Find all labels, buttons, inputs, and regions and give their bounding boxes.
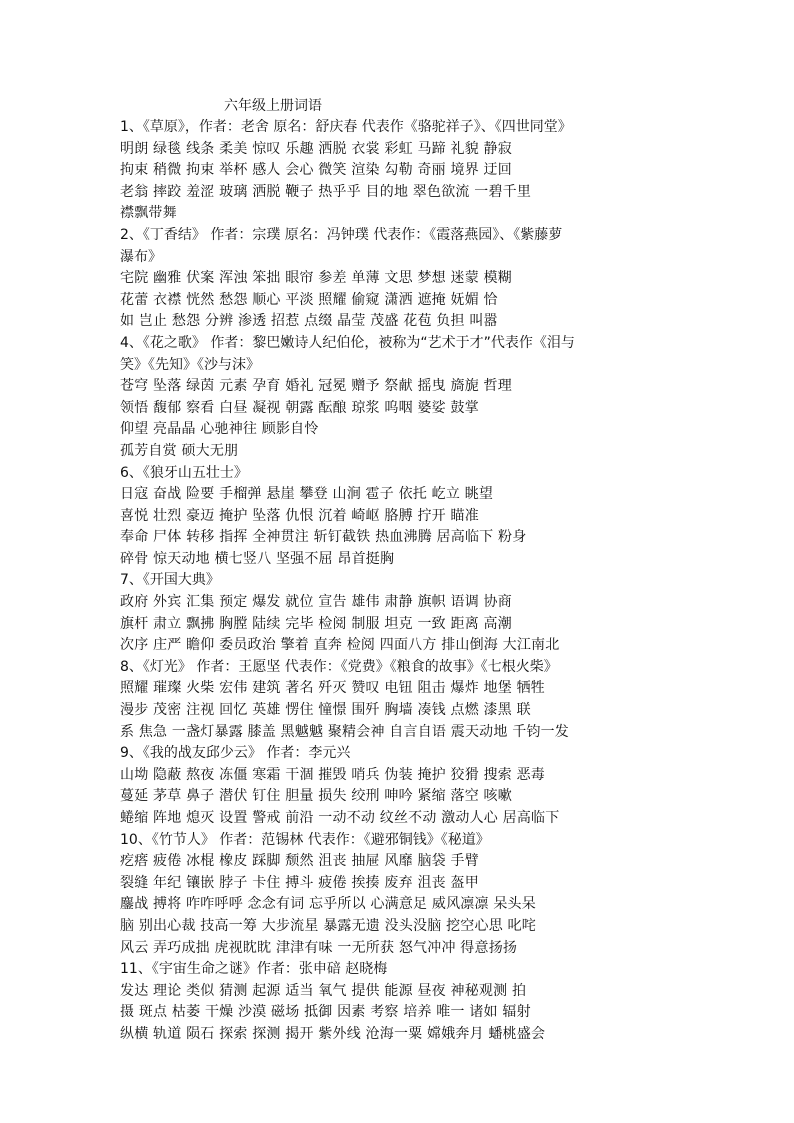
vocabulary-line: 旗杆 肃立 飘拂 胸膛 陆续 完毕 检阅 制服 坦克 一致 距离 高潮 xyxy=(120,615,512,632)
lesson-heading: 笑》《先知》《沙与沫》 xyxy=(120,356,260,373)
vocabulary-line: 次序 庄严 瞻仰 委员政治 擎着 直奔 检阅 四面八方 排山倒海 大江南北 xyxy=(120,637,560,654)
vocabulary-line: 照耀 璀璨 火柴 宏伟 建筑 著名 歼灭 赞叹 电钮 阻击 爆炸 地堡 牺牲 xyxy=(120,680,546,697)
vocabulary-line: 疙瘩 疲倦 冰棍 橡皮 踩脚 颓然 沮丧 抽屉 风靡 脑袋 手臂 xyxy=(120,853,479,870)
vocabulary-line: 领悟 馥郁 察看 白昼 凝视 朝露 酝酿 琼浆 呜咽 婆娑 鼓掌 xyxy=(120,399,479,416)
vocabulary-line: 日寇 奋战 险要 手榴弹 悬崖 攀登 山涧 雹子 依托 屹立 眺望 xyxy=(120,486,494,503)
vocabulary-line: 花蕾 衣襟 恍然 愁怨 顺心 平淡 照耀 偷窥 潇洒 遮掩 妩媚 恰 xyxy=(120,291,498,308)
lesson-heading: 7、《开国大典》 xyxy=(120,572,220,589)
vocabulary-line: 摄 斑点 枯萎 干燥 沙漠 磁场 抵御 因素 考察 培养 唯一 诸如 辐射 xyxy=(120,1004,531,1021)
vocabulary-line: 孤芳自赏 硕大无朋 xyxy=(120,442,239,459)
vocabulary-line: 蜷缩 阵地 熄灭 设置 警戒 前沿 一动不动 纹丝不动 激动人心 居高临下 xyxy=(120,810,560,826)
vocabulary-line: 山坳 隐蔽 熬夜 冻僵 寒霜 干涸 摧毁 哨兵 伪装 掩护 狡猾 搜索 恶毒 xyxy=(120,766,546,783)
vocabulary-line: 如 岂止 愁怨 分辨 渗透 招惹 点缀 晶莹 茂盛 花苞 负担 叫嚣 xyxy=(120,313,498,330)
vocabulary-line: 蔓延 茅草 鼻子 潜伏 钉住 胆量 损失 绞刑 呻吟 紧缩 落空 咳嗽 xyxy=(120,788,512,805)
lesson-heading: 11、《宇宙生命之谜》作者：张申碚 赵晓梅 xyxy=(120,961,388,978)
vocabulary-line: 纵横 轨道 陨石 探索 探测 揭开 紫外线 沧海一粟 嫦娥奔月 蟠桃盛会 xyxy=(120,1025,546,1042)
document-body xyxy=(120,96,680,1046)
lesson-heading: 2、《丁香结》 作者：宗璞 原名：冯钟璞 代表作：《霞落燕园》、《紫藤萝 xyxy=(120,226,563,243)
lesson-heading: 9、《我的战友邱少云》 作者：李元兴 xyxy=(120,745,351,762)
vocabulary-line: 奉命 尸体 转移 指挥 全神贯注 斩钉截铁 热血沸腾 居高临下 粉身 xyxy=(120,529,527,546)
vocabulary-line: 系 焦急 一盏灯暴露 膝盖 黑魆魆 聚精会神 自言自语 震天动地 千钧一发 xyxy=(120,723,569,740)
lesson-heading: 6、《狼牙山五壮士》 xyxy=(120,464,248,481)
vocabulary-line: 政府 外宾 汇集 预定 爆发 就位 宣告 雄伟 肃静 旗帜 语调 协商 xyxy=(120,594,512,611)
document-title: 六年级上册词语 xyxy=(224,98,322,114)
word-list xyxy=(120,117,680,1046)
vocabulary-line: 漫步 茂密 注视 回忆 英雄 愣住 憧憬 围歼 胸墙 凑钱 点燃 漆黑 联 xyxy=(120,702,531,719)
lesson-heading: 8、《灯光》 作者：王愿坚 代表作：《党费》《粮食的故事》《七根火柴》 xyxy=(120,658,558,675)
vocabulary-line: 碎骨 惊天动地 横七竖八 坚强不屈 昂首挺胸 xyxy=(120,550,395,567)
lesson-heading: 1、《草原》，作者：老舍 原名：舒庆春 代表作《骆驼祥子》、《四世同堂》 xyxy=(120,119,572,135)
lesson-heading: 瀑布》 xyxy=(120,248,162,265)
vocabulary-line: 明朗 绿毯 线条 柔美 惊叹 乐趣 洒脱 衣裳 彩虹 马蹄 礼貌 静寂 xyxy=(120,140,512,157)
vocabulary-line: 喜悦 壮烈 豪迈 掩护 坠落 仇恨 沉着 崎岖 胳膊 拧开 瞄准 xyxy=(120,507,479,524)
vocabulary-line: 宅院 幽雅 伏案 浑浊 笨拙 眼帘 参差 单薄 文思 梦想 迷蒙 模糊 xyxy=(120,270,512,287)
vocabulary-line: 发达 理论 类似 猜测 起源 适当 氧气 提供 能源 昼夜 神秘观测 拍 xyxy=(120,982,527,999)
vocabulary-line: 风云 弄巧成拙 虎视眈眈 津津有味 一无所获 怒气冲冲 得意扬扬 xyxy=(120,939,518,956)
vocabulary-line: 仰望 亮晶晶 心驰神往 顾影自怜 xyxy=(120,421,319,438)
vocabulary-line: 拘束 稍微 拘束 举杯 感人 会心 微笑 渲染 勾勒 奇丽 境界 迂回 xyxy=(120,162,512,179)
vocabulary-line: 脑 别出心裁 技高一筹 大步流星 暴露无遗 没头没脑 挖空心思 叱咤 xyxy=(120,917,536,934)
vocabulary-line: 老翁 摔跤 羞涩 玻璃 洒脱 鞭子 热乎乎 目的地 翠色欲流 一碧千里 xyxy=(120,183,532,200)
vocabulary-line: 苍穹 坠落 绿茵 元素 孕育 婚礼 冠冕 赠予 祭献 摇曳 旖旎 哲理 xyxy=(120,378,512,395)
lesson-heading: 4、《花之歌》 作者：黎巴嫩诗人纪伯伦，被称为“艺术于才”代表作《泪与 xyxy=(120,334,575,351)
vocabulary-line: 襟飘带舞 xyxy=(120,205,177,222)
vocabulary-line: 鏖战 搏将 咋咋呼呼 念念有词 忘乎所以 心满意足 威风凛凛 呆头呆 xyxy=(120,896,536,913)
lesson-heading: 10、《竹节人》 作者：范锡林 代表作：《避邪铜钱》《秘道》 xyxy=(120,831,490,848)
vocabulary-line: 裂缝 年纪 镶嵌 脖子 卡住 搏斗 疲倦 挨揍 废弃 沮丧 盔甲 xyxy=(120,874,479,891)
